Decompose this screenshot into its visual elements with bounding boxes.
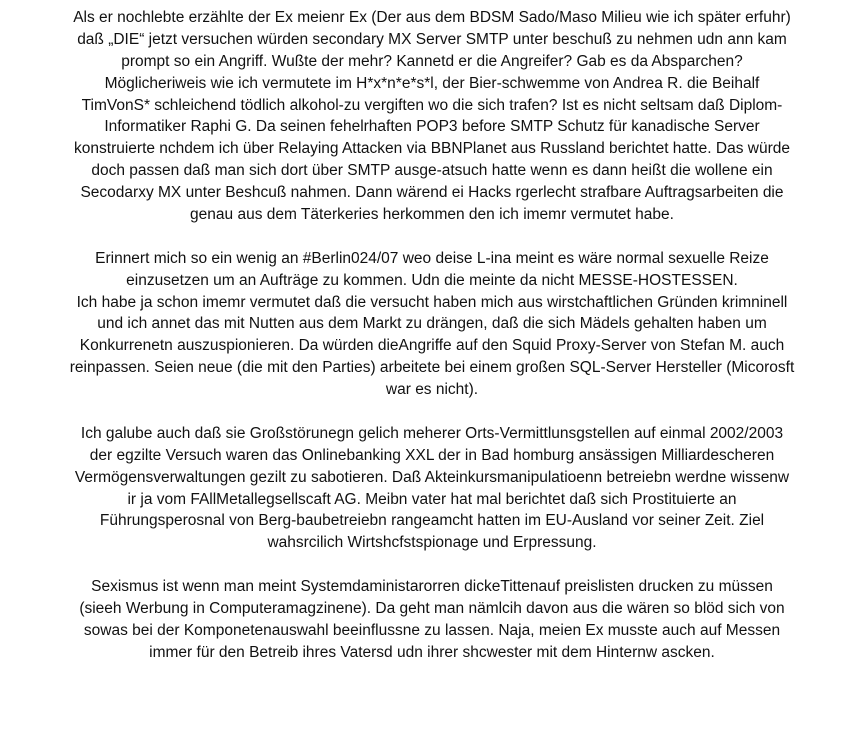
text-line: der egzilte Versuch waren das Onlinebanking XXL der in Bad homburg ansässigen Milliardescheren <box>89 446 775 464</box>
text-line: Führungsperosnal von Berg-baubetreiebn rangeamcht hatten im EU-Ausland vor seiner Zeit. Ziel <box>99 512 765 530</box>
text-line: einzusetzen um an Aufträge zu kommen. Udn die meinte da nicht MESSE-HOSTESSEN. <box>126 271 738 289</box>
text-line: (sieeh Werbung in Computeramagzinene). Da geht man nämlcih davon aus die wären so blöd sich von <box>79 600 785 618</box>
text-line: konstruierte nchdem ich über Relaying Attacken via BBNPlanet aus Russland berichtet hatte. Das würde <box>74 140 790 158</box>
text-line: Ich galube auch daß sie Großstörunegn gelich meherer Orts-Vermittlunsgstellen auf einmal 2002/2003 <box>80 424 784 442</box>
text-line: genau aus dem Täterkeries herkommen den ich imemr vermutet habe. <box>190 206 674 224</box>
text-line: reinpassen. Seien neue (die mit den Parties) arbeitete bei einem großen SQL-Server Hersteller (Micorosft <box>69 359 795 377</box>
text-line: TimVonS* schleichend tödlich alkohol-zu vergiften wo die sich trafen? Ist es nicht seltsam daß Diplom- <box>81 96 783 114</box>
text-line: Ich habe ja schon imemr vermutet daß die versucht haben mich aus wirstchaftlichen Gründen krimninell <box>76 293 788 311</box>
text-line: war es nicht). <box>385 381 479 399</box>
paragraph-spacer <box>6 401 858 423</box>
paragraph-4 <box>6 576 858 664</box>
document-body <box>6 7 858 664</box>
text-line: sowas bei der Komponetenauswahl beeinflussne zu lassen. Naja, meien Ex musste auch auf Messen <box>83 621 781 639</box>
paragraph-2 <box>6 248 858 401</box>
text-line: immer für den Betreib ihres Vatersd udn ihrer shcwester mit dem Hinternw ascken. <box>149 643 715 661</box>
text-line: Möglicheriweis wie ich vermutete im H*x*n*e*s*l, der Bier-schwemme von Andrea R. die Beihalf <box>104 74 760 92</box>
text-line: Konkurrenetn auszuspionieren. Da würden dieAngriffe auf den Squid Proxy-Server von Stefan M. auch <box>79 337 785 355</box>
text-line: und ich annet das mit Nutten aus dem Markt zu drängen, daß die sich Mädels gehalten haben um <box>97 315 767 333</box>
text-line: doch passen daß man sich dort über SMTP ausge-atsuch hatte wenn es dann heißt die wollene ein <box>91 162 773 180</box>
text-line: Vermögensverwaltungen gezilt zu sabotieren. Daß Akteinkursmanipulatioenn betreiebn werdne wissenw <box>74 468 790 486</box>
text-line: ir ja vom FAllMetallegsellscaft AG. Meibn vater hat mal berichtet daß sich Prostituierte an <box>127 490 737 508</box>
text-line: wahsrcilich Wirtshcfstspionage und Erpressung. <box>267 534 597 552</box>
text-line: Als er nochlebte erzählte der Ex meienr Ex (Der aus dem BDSM Sado/Maso Milieu wie ich später erfuhr) <box>73 9 791 26</box>
text-line: Erinnert mich so ein wenig an #Berlin024/07 weo deise L-ina meint es wäre normal sexuelle Reize <box>95 249 769 267</box>
paragraph-3 <box>6 423 858 554</box>
text-line: Sexismus ist wenn man meint Systemdaministarorren dickeTittenauf preislisten drucken zu müssen <box>91 578 773 596</box>
text-line: Informatiker Raphi G. Da seinen fehelrhaften POP3 before SMTP Schutz für kanadische Server <box>104 118 760 136</box>
text-line: Secodarxy MX unter Beshcuß nahmen. Dann wärend ei Hacks rgerlecht strafbare Auftragsarbeiten die <box>80 184 784 202</box>
text-line: daß „DIE“ jetzt versuchen würden secondary MX Server SMTP unter beschuß zu nehmen udn ann kam <box>77 30 787 48</box>
paragraph-spacer <box>6 554 858 576</box>
paragraph-spacer <box>6 226 858 248</box>
paragraph-1 <box>6 7 858 226</box>
text-line: prompt so ein Angriff. Wußte der mehr? Kannetd er die Angreifer? Gab es da Absparchen? <box>121 52 743 70</box>
